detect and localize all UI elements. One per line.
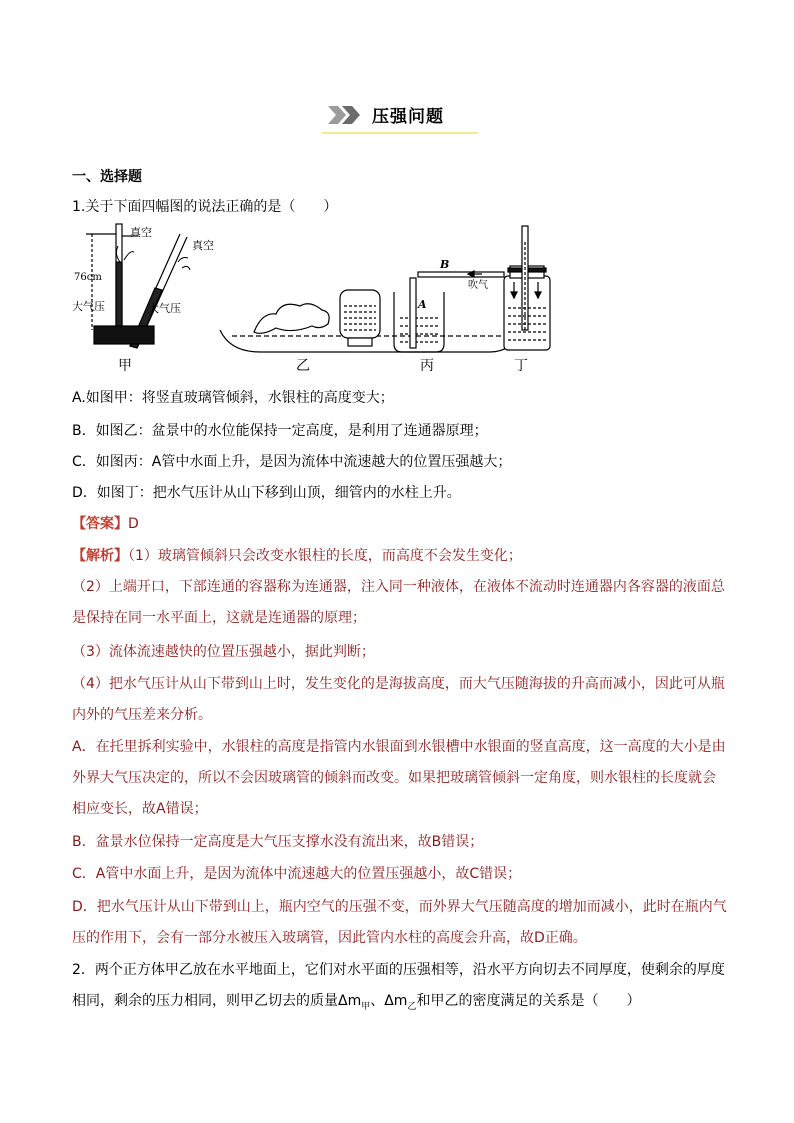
figure-ding [504, 226, 550, 350]
q2-text-a: 相同，剩余的压力相同，则甲乙切去的质量Δm [72, 993, 362, 1009]
section-heading: 一、选择题 [72, 169, 142, 185]
label-vacuum-2: 真空 [192, 239, 214, 252]
double-chevron-icon [326, 104, 366, 126]
page-title-block [322, 98, 482, 138]
title-underline [322, 132, 478, 134]
caption-yi: 乙 [296, 358, 310, 374]
question-2-line-2 [72, 991, 640, 1017]
label-B: B [440, 258, 450, 271]
analysis-line-9: 相应变长，故A错误； [72, 801, 208, 817]
option-d: D．如图丁：把水气压计从山下移到山顶，细管内的水柱上升。 [72, 485, 461, 501]
analysis-line-1 [72, 546, 522, 566]
option-b: B．如图乙：盆景中的水位能保持一定高度，是利用了连通器原理； [72, 423, 488, 439]
label-vacuum-1: 真空 [130, 226, 152, 239]
answer-tag: 【答案】 [72, 516, 128, 532]
analysis-line-5: （4）把水气压计从山下带到山上时，发生变化的是海拔高度，而大气压随海拔的升高而减小，因此可从瓶 [72, 676, 725, 692]
caption-ding: 丁 [514, 358, 528, 374]
option-a: A.如图甲：将竖直玻璃管倾斜，水银柱的高度变大； [72, 390, 394, 406]
question-1-stem: 1.关于下面四幅图的说法正确的是（ ） [72, 199, 338, 215]
caption-bing: 丙 [420, 358, 434, 374]
question-2-line-1: 2．两个正方体甲乙放在水平地面上，它们对水平面的压强相等，沿水平方向切去不同厚度，使剩余的厚度 [72, 962, 725, 978]
figure-jia [86, 224, 190, 348]
analysis-text-1: （1）玻璃管倾斜只会改变水银柱的长度，而高度不会发生变化； [128, 548, 522, 564]
caption-jia: 甲 [118, 358, 132, 374]
analysis-line-2: （2）上端开口，下部连通的容器称为连通器，注入同一种液体，在液体不流动时连通器内各容器的液面总 [72, 579, 725, 595]
figure-yi [220, 290, 520, 352]
analysis-line-3: 是保持在同一水平面上，这就是连通器的原理； [72, 610, 366, 626]
figure-illustrations [72, 222, 572, 382]
analysis-tag: 【解析】 [72, 548, 128, 564]
q2-text-b: 和甲乙的密度满足的关系是（ ） [416, 993, 641, 1009]
analysis-line-6: 内外的气压差来分析。 [72, 707, 212, 723]
analysis-line-13: 压的作用下，会有一部分水被压入玻璃管，因此管内水柱的高度会升高，故D正确。 [72, 930, 587, 946]
analysis-line-7: A．在托里拆利实验中，水银柱的高度是指管内水银面到水银槽中水银面的竖直高度，这一高度的大小是由 [72, 739, 726, 755]
question-1-figure [72, 222, 572, 382]
label-atm-1: 大气压 [72, 300, 105, 313]
q2-sep: 、Δm [370, 993, 408, 1009]
analysis-line-11: C．A管中水面上升，是因为流体中流速越大的位置压强越小，故C错误； [72, 866, 522, 882]
analysis-line-10: B．盆景水位保持一定高度是大气压支撑水没有流出来，故B错误； [72, 834, 484, 850]
answer-value: D [128, 516, 139, 532]
option-c: C．如图丙：A管中水面上升，是因为流体中流速越大的位置压强越大； [72, 454, 512, 470]
label-atm-2: 大气压 [148, 302, 181, 315]
page-title: 压强问题 [372, 107, 444, 127]
analysis-line-4: （3）流体流速越快的位置压强越小，据此判断； [72, 644, 375, 660]
label-blow: 吹气 [468, 280, 488, 291]
label-76cm: 76cm [74, 272, 102, 283]
q2-sub-jia: 甲 [361, 1001, 371, 1012]
analysis-line-12: D．把水气压计从山下带到山上，瓶内空气的压强不变，而外界大气压随高度的增加而减小，此时在瓶内气 [72, 899, 727, 915]
label-A: A [418, 298, 427, 311]
q2-sub-yi: 乙 [407, 1001, 417, 1012]
answer-line [72, 514, 139, 534]
analysis-line-8: 外界大气压决定的，所以不会因玻璃管的倾斜而改变。如果把玻璃管倾斜一定角度，则水银柱的长度就会 [72, 770, 716, 786]
